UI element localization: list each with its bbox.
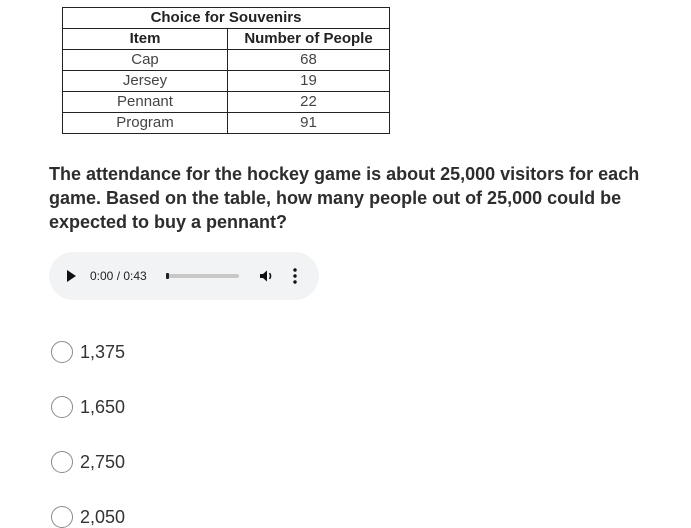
audio-seek-thumb[interactable]: [166, 273, 169, 279]
table-caption: Choice for Souvenirs: [63, 8, 390, 29]
table-cell-count: 22: [228, 92, 390, 113]
answer-option-label: 2,050: [80, 507, 126, 527]
answer-option-label: 1,375: [80, 342, 126, 362]
table-cell-item: Program: [63, 113, 228, 134]
table-row: [63, 113, 390, 134]
question-text: The attendance for the hockey game is about 25,000 visitors for each game. Based on the table, how many people out of 25,000 could be expected to buy a pennant?: [49, 164, 640, 232]
table-header-item: Item: [63, 29, 228, 50]
table-cell-item: Jersey: [63, 71, 228, 92]
answer-option[interactable]: [51, 451, 125, 473]
table-row: [63, 50, 390, 71]
table-cell-count: 91: [228, 113, 390, 134]
answer-option-label: 1,650: [80, 397, 126, 417]
radio-button[interactable]: [51, 396, 73, 418]
table-cell-item: Pennant: [63, 92, 228, 113]
answer-option[interactable]: [51, 396, 125, 418]
audio-player: [49, 252, 319, 300]
table-row: [63, 92, 390, 113]
table-header-count: Number of People: [228, 29, 390, 50]
answer-option-label: 2,750: [80, 452, 126, 472]
play-icon[interactable]: [67, 270, 76, 282]
table-cell-item: Cap: [63, 50, 228, 71]
audio-time: 0:00 / 0:43: [90, 269, 147, 283]
audio-seek-bar[interactable]: [167, 274, 239, 278]
table-cell-count: 19: [228, 71, 390, 92]
table-row: [63, 71, 390, 92]
radio-button[interactable]: [51, 506, 73, 528]
more-options-icon[interactable]: [289, 267, 301, 285]
table-cell-count: 68: [228, 50, 390, 71]
answer-option[interactable]: [51, 341, 125, 363]
radio-button[interactable]: [51, 451, 73, 473]
radio-button[interactable]: [51, 341, 73, 363]
volume-icon[interactable]: [259, 268, 275, 284]
souvenir-table: [62, 7, 390, 134]
answer-option[interactable]: [51, 506, 125, 528]
